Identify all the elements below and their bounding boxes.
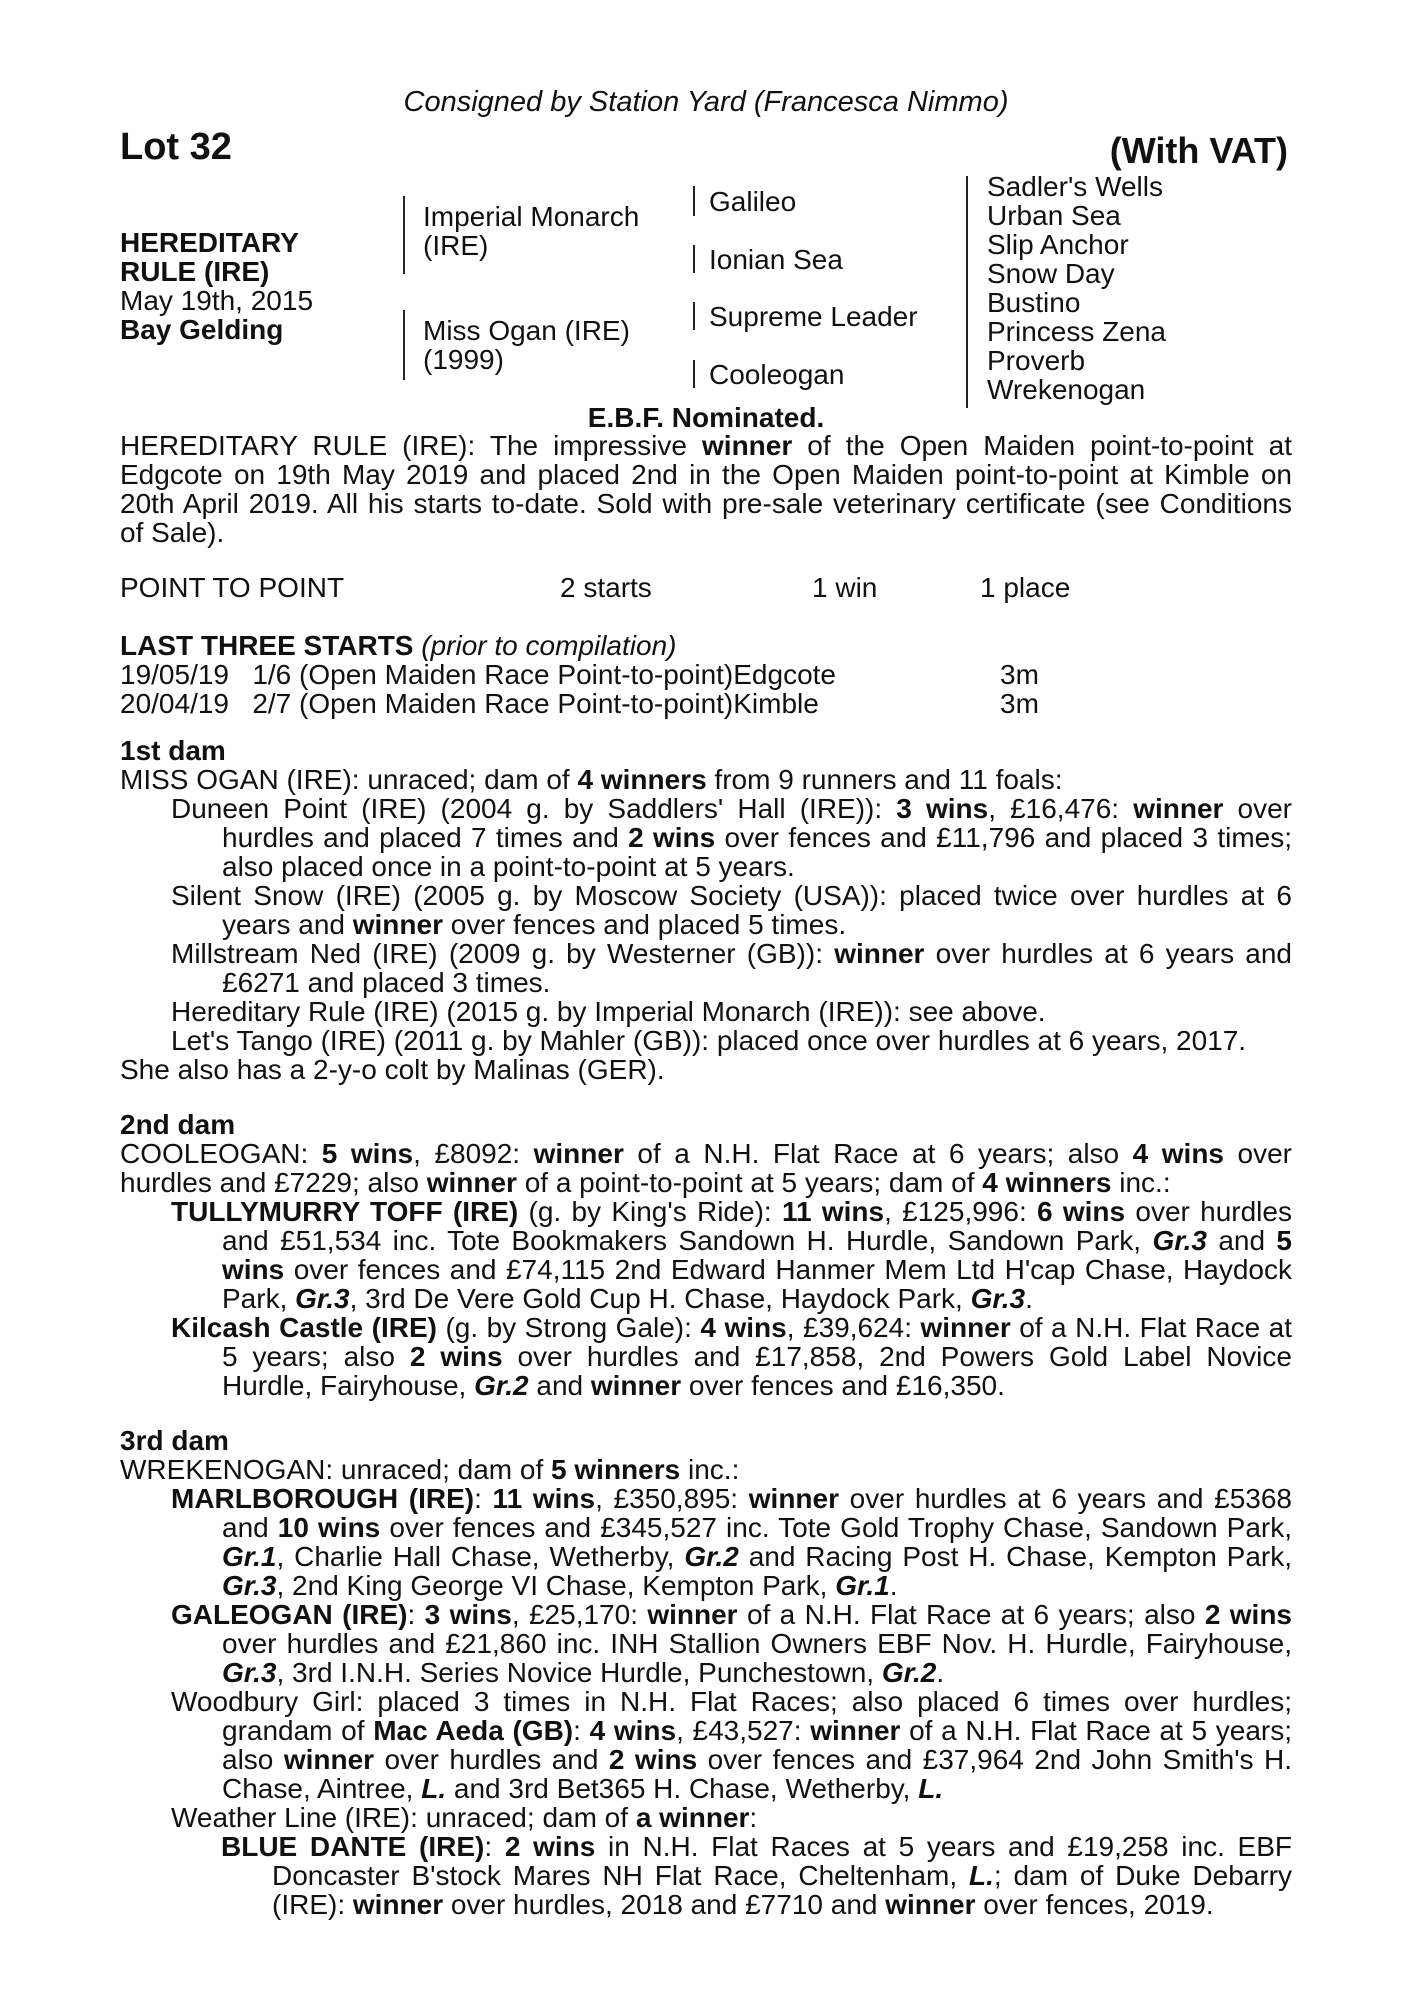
start-row-2: 20/04/19 2/7 (Open Maiden Race Point-to-point)Kimble — [120, 688, 819, 719]
pedigree-rule-g2-2 — [693, 245, 695, 273]
gen3-4: Snow Day — [987, 258, 1115, 289]
last-starts-heading: LAST THREE STARTS (prior to compilation) — [120, 630, 677, 661]
sire-origin: (IRE) — [423, 230, 489, 261]
ebf-nomination: E.B.F. Nominated. — [587, 402, 825, 433]
produce-galeogan: GALEOGAN (IRE): 3 wins, £25,170: winner of a N.H. Flat Race at 6 years; also 2 wins over hurdles and £21,860 inc. INH Stallion Owners EBF Nov. H. Hurdle, Fairyhouse, Gr.3, 3rd I.N.H. Series Novice Hurdle, Punchestown, Gr.2. — [171, 1599, 1292, 1688]
pedigree-rule-g2-1 — [693, 186, 695, 216]
pedigree-rule-sire — [403, 196, 405, 274]
second-dam-summary: COOLEOGAN: 5 wins, £8092: winner of a N.H. Flat Race at 6 years; also 4 wins over hurdles and £7229; also winner of a point-to-point at 5 years; dam of 4 winners inc.: — [120, 1138, 1292, 1198]
horse-name-line1: HEREDITARY — [120, 227, 299, 258]
first-dam-section — [120, 736, 1292, 1084]
dam-sire: Supreme Leader — [709, 301, 918, 332]
produce-hereditary-rule: Hereditary Rule (IRE) (2015 g. by Imperial Monarch (IRE)): see above. — [171, 996, 1046, 1027]
gen3-3: Slip Anchor — [987, 229, 1129, 260]
vat-status: (With VAT) — [1109, 130, 1288, 171]
sire-name: Imperial Monarch — [423, 201, 640, 232]
produce-duneen-point: Duneen Point (IRE) (2004 g. by Saddlers' Hall (IRE)): 3 wins, £16,476: winner over hurdles and placed 7 times and 2 wins over fences and £11,796 and placed 3 times; also placed once in a point-to-point at 5 years. — [171, 793, 1293, 882]
gen3-8: Wrekenogan — [987, 374, 1146, 405]
second-dam-heading: 2nd dam — [120, 1109, 236, 1140]
third-dam-section — [120, 1426, 1292, 1919]
produce-kilcash-castle: Kilcash Castle (IRE) (g. by Strong Gale): 4 wins, £39,624: winner of a N.H. Flat Race at 5 years; also 2 wins over hurdles and £17,858, 2nd Powers Gold Label Novice Hurdle, Fairyhouse, Gr.2 and winner over fences and £16,350. — [171, 1312, 1292, 1401]
horse-name-line2: RULE (IRE) — [120, 256, 270, 287]
lot-number: Lot 32 — [120, 126, 232, 168]
second-dam-section — [120, 1110, 1292, 1400]
start-row-1: 19/05/19 1/6 (Open Maiden Race Point-to-point)Edgcote — [120, 659, 836, 690]
produce-tullymurry-toff: TULLYMURRY TOFF (IRE) (g. by King's Ride): 11 wins, £125,996: 6 wins over hurdles and £51,534 inc. Tote Bookmakers Sandown H. Hurdle, Sandown Park, Gr.3 and 5 wins over fences and £74,115 2nd Edward Hanmer Mem Ltd H'cap Chase, Haydock Park, Gr.3, 3rd De Vere Gold Cup H. Chase, Haydock Park, Gr.3. — [171, 1196, 1292, 1314]
gen3-2: Urban Sea — [987, 200, 1121, 231]
record-label: POINT TO POINT — [120, 572, 345, 603]
first-dam-heading: 1st dam — [120, 735, 226, 766]
horse-sex: Bay Gelding — [120, 314, 284, 345]
intro-paragraph: HEREDITARY RULE (IRE): The impressive winner of the Open Maiden point-to-point at Edgcote on 19th May 2019 and placed 2nd in the Open Maiden point-to-point at Kimble on 20th April 2019. All his starts to-date. Sold with pre-sale veterinary certificate (see Conditions of Sale). — [120, 430, 1292, 548]
first-dam-summary: MISS OGAN (IRE): unraced; dam of 4 winners from 9 runners and 11 foals: — [120, 764, 1063, 795]
sire-sire: Galileo — [709, 186, 797, 217]
record-wins: 1 win — [812, 572, 878, 603]
dam-dam: Cooleogan — [709, 359, 845, 390]
produce-silent-snow: Silent Snow (IRE) (2005 g. by Moscow Society (USA)): placed twice over hurdles at 6 years and winner over fences and placed 5 times. — [171, 880, 1292, 940]
pedigree-rule-dam — [403, 310, 405, 380]
dam-year: (1999) — [423, 344, 504, 375]
pedigree-rule-g3 — [966, 176, 968, 408]
record-starts: 2 starts — [560, 572, 652, 603]
produce-weather-line: Weather Line (IRE): unraced; dam of a winner: — [171, 1802, 758, 1833]
start-row-2-distance: 3m — [1000, 688, 1039, 719]
horse-dob: May 19th, 2015 — [120, 285, 314, 316]
gen3-7: Proverb — [987, 345, 1086, 376]
gen3-1: Sadler's Wells — [987, 171, 1163, 202]
produce-millstream-ned: Millstream Ned (IRE) (2009 g. by Westerner (GB)): winner over hurdles at 6 years and £6271 and placed 3 times. — [171, 938, 1292, 998]
start-row-1-distance: 3m — [1000, 659, 1039, 690]
consignor-line: Consigned by Station Yard (Francesca Nimmo) — [403, 86, 1009, 118]
sire-dam: Ionian Sea — [709, 244, 843, 275]
dam-name: Miss Ogan (IRE) — [423, 315, 630, 346]
produce-blue-dante: BLUE DANTE (IRE): 2 wins in N.H. Flat Races at 5 years and £19,258 inc. EBF Doncaster B'stock Mares NH Flat Race, Cheltenham, L.; dam of Duke Debarry (IRE): winner over hurdles, 2018 and £7710 and winner over fences, 2019. — [221, 1831, 1293, 1920]
produce-marlborough: MARLBOROUGH (IRE): 11 wins, £350,895: winner over hurdles at 6 years and £5368 and 10 wins over fences and £345,527 inc. Tote Gold Trophy Chase, Sandown Park, Gr.1, Charlie Hall Chase, Wetherby, Gr.2 and Racing Post H. Chase, Kempton Park, Gr.3, 2nd King George VI Chase, Kempton Park, Gr.1. — [171, 1483, 1292, 1601]
produce-lets-tango: Let's Tango (IRE) (2011 g. by Mahler (GB)): placed once over hurdles at 6 years, 2017. — [171, 1025, 1247, 1056]
gen3-6: Princess Zena — [987, 316, 1166, 347]
pedigree-rule-g2-3 — [693, 302, 695, 330]
third-dam-heading: 3rd dam — [120, 1425, 229, 1456]
third-dam-summary: WREKENOGAN: unraced; dam of 5 winners inc.: — [120, 1454, 740, 1485]
produce-note: She also has a 2-y-o colt by Malinas (GER). — [120, 1054, 665, 1085]
gen3-5: Bustino — [987, 287, 1081, 318]
pedigree-rule-g2-4 — [693, 360, 695, 388]
produce-woodbury-girl: Woodbury Girl: placed 3 times in N.H. Flat Races; also placed 6 times over hurdles; grandam of Mac Aeda (GB): 4 wins, £43,527: winner of a N.H. Flat Race at 5 years; also winner over hurdles and 2 wins over fences and £37,964 2nd John Smith's H. Chase, Aintree, L. and 3rd Bet365 H. Chase, Wetherby, L. — [171, 1686, 1293, 1804]
record-places: 1 place — [980, 572, 1071, 603]
